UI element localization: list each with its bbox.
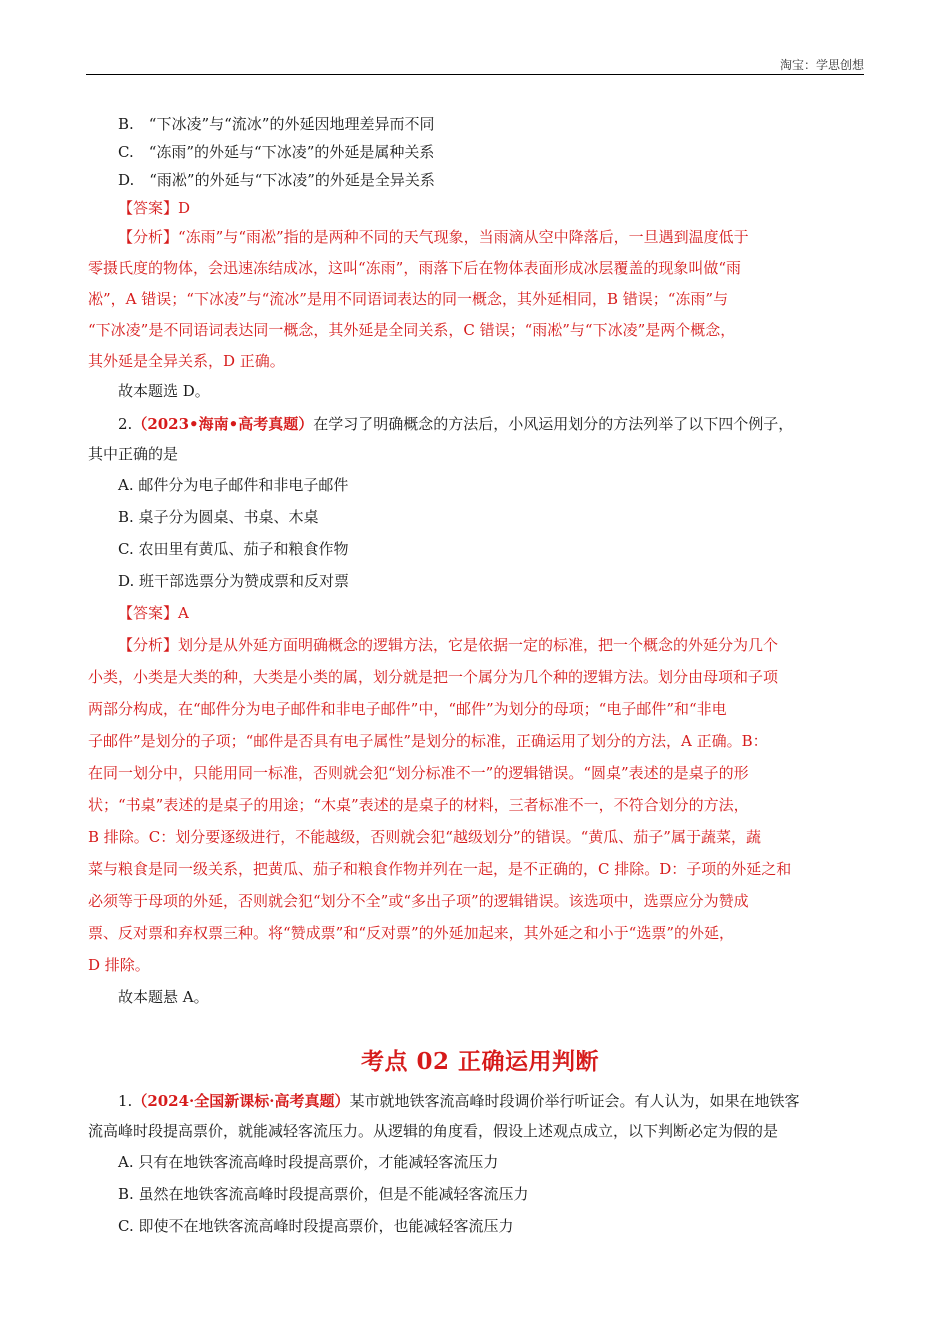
- analysis-line: 状；“书桌”表述的是桌子的用途；“木桌”表述的是桌子的材料，三者标准不一，不符合划分的方法，: [88, 796, 749, 814]
- analysis-line: 凇”，A 错误；“下冰凌”与“流冰”是用不同语词表达的同一概念，其外延相同，B 错误；“冻雨”与: [88, 290, 729, 308]
- analysis-line: B 排除。C：划分要逐级进行，不能越级，否则就会犯“越级划分”的错误。“黄瓜、茄子”属于蔬菜，蔬: [88, 828, 761, 846]
- analysis-line: 票、反对票和弃权票三种。将“赞成票”和“反对票”的外延加起来，其外延之和小于“选票”的外延，: [88, 924, 735, 942]
- analysis-line: 子邮件”是划分的子项；“邮件是否具有电子属性”是划分的标准，正确运用了划分的方法，A 正确。B：: [88, 732, 768, 750]
- option-b: B. “下冰凌”与“流冰”的外延因地理差异而不同: [118, 115, 435, 133]
- analysis-line: 【分析】划分是从外延方面明确概念的逻辑方法，它是依据一定的标准，把一个概念的外延分为几个: [118, 636, 779, 654]
- question-text: 在学习了明确概念的方法后，小风运用划分的方法列举了以下四个例子，: [313, 415, 794, 433]
- page-header: 淘宝：学思创想: [779, 58, 864, 72]
- option-d: D. 班干部选票分为赞成票和反对票: [118, 572, 350, 590]
- option-b: B. 桌子分为圆桌、书桌、木桌: [118, 508, 319, 526]
- answer: 【答案】D: [118, 199, 191, 217]
- analysis-line: 两部分构成，在“邮件分为电子邮件和非电子邮件”中，“邮件”为划分的母项；“电子邮件”和“非电: [88, 700, 727, 718]
- question-text-cont: 流高峰时段提高票价，就能减轻客流压力。从逻辑的角度看，假设上述观点成立，以下判断必定为假的是: [88, 1122, 779, 1140]
- question-number: 1.: [118, 1092, 133, 1110]
- analysis-line: 必须等于母项的外延，否则就会犯“划分不全”或“多出子项”的逻辑错误。该选项中，选票应分为赞成: [88, 892, 749, 910]
- option-c: C. 即使不在地铁客流高峰时段提高票价，也能减轻客流压力: [118, 1217, 514, 1235]
- option-a: A. 只有在地铁客流高峰时段提高票价，才能减轻客流压力: [118, 1153, 499, 1171]
- question-2-stem: [88, 409, 872, 439]
- section2-question-1-stem: [88, 1086, 872, 1116]
- option-d: D. “雨凇”的外延与“下冰凌”的外延是全异关系: [118, 171, 435, 189]
- analysis-line: D 排除。: [88, 956, 150, 974]
- answer: 【答案】A: [118, 604, 189, 622]
- option-c: C. “冻雨”的外延与“下冰凌”的外延是属种关系: [118, 143, 435, 161]
- analysis-line: 【分析】“冻雨”与“雨凇”指的是两种不同的天气现象，当雨滴从空中降落后，一旦遇到温度低于: [118, 228, 749, 246]
- question-number: 2.: [118, 415, 133, 433]
- analysis-line: 菜与粮食是同一级关系，把黄瓜、茄子和粮食作物并列在一起，是不正确的，C 排除。D：子项的外延之和: [88, 860, 792, 878]
- analysis-line: 小类，小类是大类的种，大类是小类的属，划分就是把一个属分为几个种的逻辑方法。划分由母项和子项: [88, 668, 779, 686]
- analysis-line: 其外延是全异关系，D 正确。: [88, 352, 285, 370]
- analysis-line: 在同一划分中，只能用同一标准，否则就会犯“划分标准不一”的逻辑错误。“圆桌”表述的是桌子的形: [88, 764, 749, 782]
- option-a: A. 邮件分为电子邮件和非电子邮件: [118, 476, 349, 494]
- question-text-cont: 其中正确的是: [88, 445, 179, 463]
- conclusion: 故本题悬 A。: [118, 988, 209, 1006]
- header-divider: [86, 74, 864, 75]
- section2-question-1-options: [88, 1146, 872, 1242]
- question-1-options: [88, 110, 872, 194]
- question-2-options: [88, 469, 872, 597]
- section-title: 考点 02 正确运用判断: [360, 1048, 600, 1075]
- analysis: [88, 222, 872, 377]
- analysis-line: 零摄氏度的物体，会迅速冻结成冰，这叫“冻雨”，雨落下后在物体表面形成冰层覆盖的现象叫做“雨: [88, 259, 742, 277]
- question-source: （2023•海南•高考真题）: [132, 415, 314, 433]
- option-b: B. 虽然在地铁客流高峰时段提高票价，但是不能减轻客流压力: [118, 1185, 529, 1203]
- option-c: C. 农田里有黄瓜、茄子和粮食作物: [118, 540, 349, 558]
- document-body: [88, 110, 872, 1242]
- analysis-line: “下冰凌”是不同语词表达同一概念，其外延是全同关系，C 错误；“雨凇”与“下冰凌”是两个概念，: [88, 321, 736, 339]
- question-source: （2024·全国新课标·高考真题）: [132, 1092, 350, 1110]
- conclusion: 故本题选 D。: [118, 382, 210, 400]
- analysis: [88, 629, 872, 981]
- question-text: 某市就地铁客流高峰时段调价举行听证会。有人认为，如果在地铁客: [349, 1092, 800, 1110]
